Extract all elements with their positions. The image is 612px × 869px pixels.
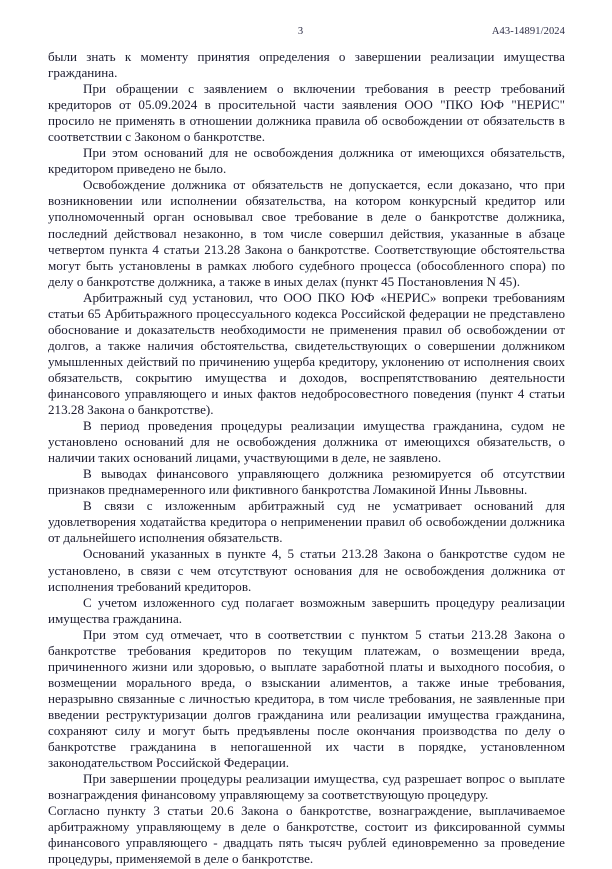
paragraph: Согласно пункту 3 статьи 20.6 Закона о банкротстве, вознаграждение, выплачиваемое арбитражному управляющему в деле о банкротстве, состоит из фиксированной суммы финансового управляющего - двадцать пять тысяч рублей единовременно за проведение процедуры, применяемой в деле о банкротстве.: [48, 803, 565, 867]
paragraph: При завершении процедуры реализации имущества, суд разрешает вопрос о выплате вознаграждения финансовому управляющему за соответствующую процедуру.: [48, 771, 565, 803]
paragraph: В период проведения процедуры реализации имущества гражданина, судом не установлено оснований для не освобождения должника от имеющихся обязательств, о наличии таких оснований лицами, участвующими в деле, не заявлено.: [48, 418, 565, 466]
page-number: 3: [297, 26, 304, 37]
paragraph: Арбитражный суд установил, что ООО ПКО ЮФ «НЕРИС» вопреки требованиям статьи 65 Арбитьражного процессуального кодекса Российской федерации не представлено обоснование и доказательств необходимости не применения правил об освобождении от долгов, а также наличия обстоятельства, свидетельствующих о совершении должником умышленных действий по причинению ущерба кредитору, уклонению от исполнения своих обязательств, сокрытию имущества и доходов, воспрепятствованию деятельности финансового управляющего и иных фактов недобросовестного поведения (пункт 4 статьи 213.28 Закона о банкротстве).: [48, 289, 565, 418]
paragraph: Оснований указанных в пункте 4, 5 статьи 213.28 Закона о банкротстве судом не установлено, в связи с чем отсутствуют основания для не освобождения должника от исполнения требований кредиторов.: [48, 546, 565, 594]
paragraph: В выводах финансового управляющего должника резюмируется об отсутствии признаков преднамеренного или фиктивного банкротства Ломакиной Инны Львовны.: [48, 466, 565, 498]
paragraph: были знать к моменту принятия определения о завершении реализации имущества гражданина.: [48, 49, 565, 81]
case-number: A43-14891/2024: [491, 26, 565, 37]
paragraph: При обращении с заявлением о включении требования в реестр требований кредиторов от 05.09.2024 в просительной части заявления ООО "ПКО ЮФ "НЕРИС" просило не применять в отношении должника правила об освобождении от обязательств в соответствии с Законом о банкротстве.: [48, 81, 565, 145]
paragraph: При этом суд отмечает, что в соответствии с пунктом 5 статьи 213.28 Закона о банкротстве требования кредиторов по текущим платежам, о возмещении вреда, причиненного жизни или здоровью, о выплате заработной платы и выходного пособия, о возмещении морального вреда, о взыскании алиментов, а также иные требования, неразрывно связанные с личностью кредитора, в том числе требования, не заявленные при введении реструктуризации долгов гражданина или реализации имущества гражданина, сохраняют силу и могут быть предъявлены после окончания производства по делу о банкротстве гражданина в непогашенной их части в порядке, установленном законодательством Российской Федерации.: [48, 626, 565, 771]
document-body: [48, 49, 565, 867]
paragraph: При этом оснований для не освобождения должника от имеющихся обязательств, кредитором приведено не было.: [48, 145, 565, 177]
paragraph: Освобождение должника от обязательств не допускается, если доказано, что при возникновении или исполнении обязательства, на котором конкурсный кредитор или уполномоченный орган основывал свое требование в деле о банкротстве должника, последний действовал незаконно, в том числе совершил действия, указанные в абзаце четвертом пункта 4 статьи 213.28 Закона о банкротстве. Соответствующие обстоятельства могут быть установлены в рамках любого судебного процесса (обособленного спора) по делу о банкротстве должника, а также в иных делах (пункт 45 Постановления N 45).: [48, 177, 565, 289]
page-header: [48, 26, 565, 44]
paragraph: В связи с изложенным арбитражный суд не усматривает оснований для удовлетворения ходатайства кредитора о неприменении правил об освобождении должника от дальнейшего исполнения обязательств.: [48, 498, 565, 546]
paragraph: С учетом изложенного суд полагает возможным завершить процедуру реализации имущества гражданина.: [48, 594, 565, 626]
